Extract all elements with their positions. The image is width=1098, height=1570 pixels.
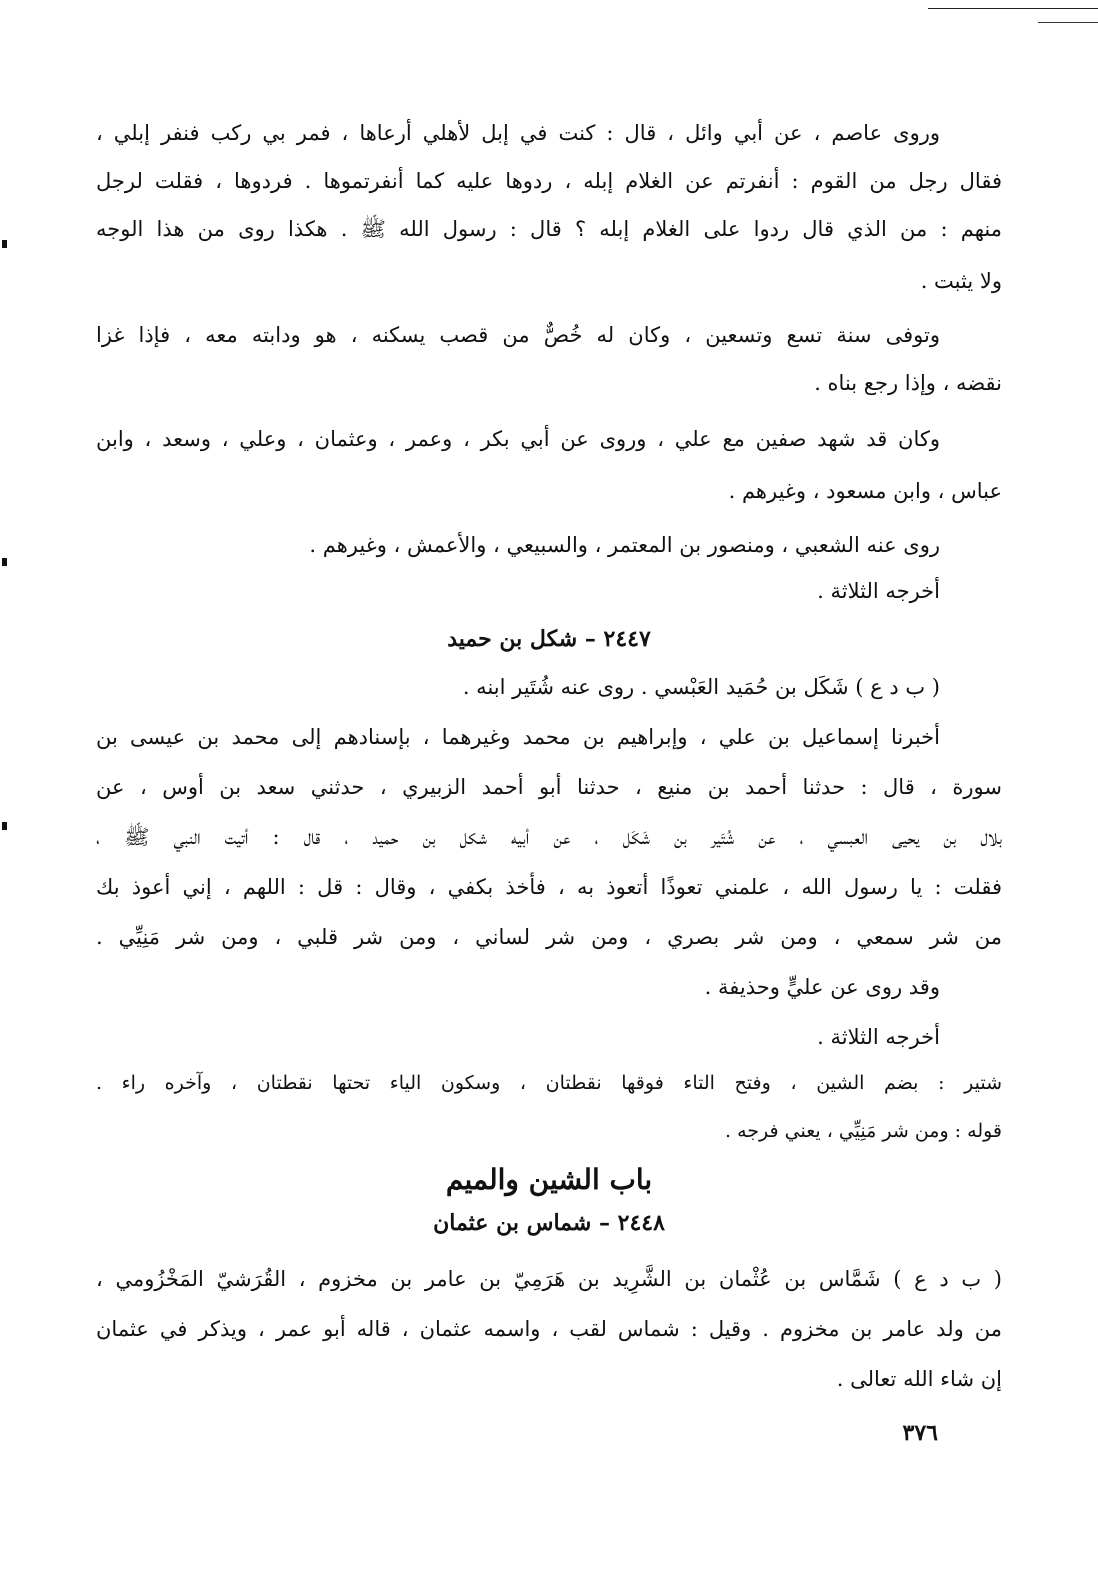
text-line: منهم : من الذي قال ردوا على الغلام إبله ؟ قال : رسول الله ﷺ . هكذا روى من هذا الوجه [96,217,1002,241]
narrators-line: روى عنه الشعبي ، ومنصور بن المعتمر ، والسبيعي ، والأعمش ، وغيرهم . [309,533,940,557]
entry-title: ٢٤٤٧ – شكل بن حميد [447,626,651,652]
text-line: بلال بن يحيى العبسي ، عن شُتَير بن شَكَل ، عن أبيه شكل بن حميد ، قال : أتيت النبي ﷺ ، [96,825,1002,849]
text-line: وروى عاصم ، عن أبي وائل ، قال : كنت في إبل لأهلي أرعاها ، فمر بي ركب فنفر إبلي ، [96,121,940,145]
text-line: إن شاء الله تعالى . [836,1367,1002,1391]
text-line: فقال رجل من القوم : أنفرتم عن الغلام إبله ، ردوها عليه كما أنفرتموها . فردوها ، فقلت لرجل [96,169,1002,193]
scan-edge-rule-short [1038,22,1098,23]
scan-margin-mark [2,558,7,566]
text-line: ( ب د ع ) شَمَّاس بن عُثْمان بن الشَّرِيد بن هَرَمِيّ بن عامر بن مخزوم ، القُرَشيّ المَخْزُومي ، [96,1267,1002,1291]
entry-intro: ( ب د ع ) شَكَل بن حُمَيد العَبْسي . روى عنه شُتَير ابنه . [462,675,940,699]
page-number: ٣٧٦ [902,1420,938,1446]
sources-line: أخرجه الثلاثة . [817,579,940,603]
sources-line: أخرجه الثلاثة . [817,1025,940,1049]
text-line: فقلت : يا رسول الله ، علمني تعوذًا أتعوذ به ، فأخذ بكفي ، وقال : قل : اللهم ، إني أعوذ بك [96,875,1002,899]
entry-title: ٢٤٤٨ – شماس بن عثمان [433,1210,665,1236]
text-line: من شر سمعي ، ومن شر بصري ، ومن شر لساني ، ومن شر قلبي ، ومن شر مَنِيِّي . [96,925,1002,949]
text-line: ولا يثبت . [920,269,1002,293]
footnote-line: شتير : بضم الشين ، وفتح التاء فوقها نقطتان ، وسكون الياء تحتها نقطتان ، وآخره راء . [96,1072,1002,1094]
text-line: وتوفى سنة تسع وتسعين ، وكان له خُصٌّ من قصب يسكنه ، هو ودابته معه ، فإذا غزا [96,323,940,347]
text-line: سورة ، قال : حدثنا أحمد بن منيع ، حدثنا أبو أحمد الزبيري ، حدثني سعد بن أوس ، عن [96,775,1002,799]
text-line: عباس ، وابن مسعود ، وغيرهم . [728,479,1002,503]
scan-margin-mark [2,822,7,830]
footnote-line: قوله : ومن شر مَنِيِّي ، يعني فرجه . [725,1120,1002,1142]
chapter-heading: باب الشين والميم [445,1163,653,1196]
text-line: نقضه ، وإذا رجع بناه . [814,371,1002,395]
text-line: وقد روى عن عليٍّ وحذيفة . [704,975,940,999]
scan-margin-mark [2,240,7,248]
text-line: من ولد عامر بن مخزوم . وقيل : شماس لقب ، واسمه عثمان ، قاله أبو عمر ، ويذكر في عثمان [96,1317,1002,1341]
scan-edge-rule [928,8,1098,9]
text-line: أخبرنا إسماعيل بن علي ، وإبراهيم بن محمد وغيرهما ، بإسنادهم إلى محمد بن عيسى بن [96,725,940,749]
text-line: وكان قد شهد صفين مع علي ، وروى عن أبي بكر ، وعمر ، وعثمان ، وعلي ، وسعد ، وابن [96,427,940,451]
